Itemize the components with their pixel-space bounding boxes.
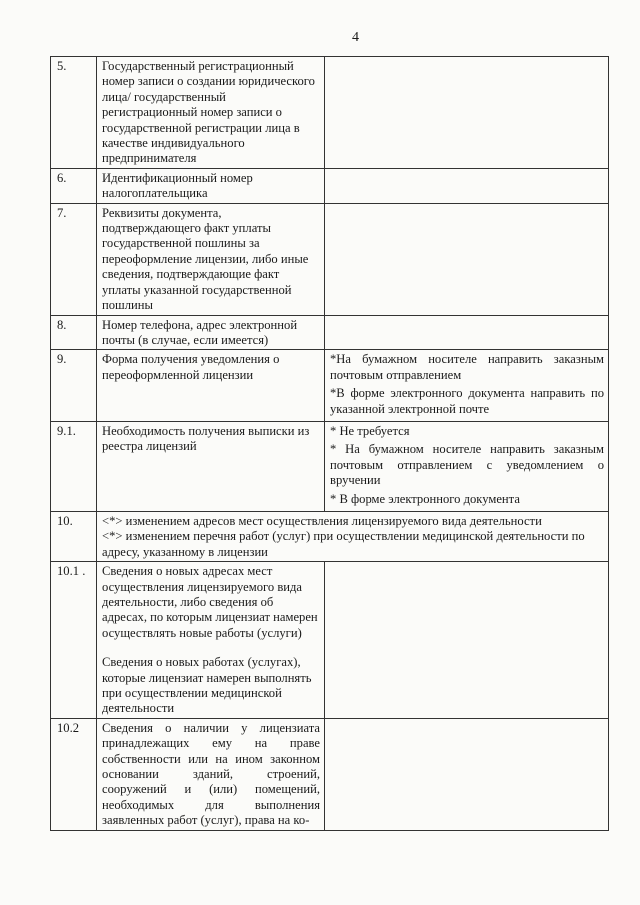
field-value[interactable] — [325, 57, 609, 169]
field-label-addresses: Сведения о новых адресах мест осуществления лицензируемого вида деятельности, либо сведения об адресах, по которым лицензиат намерен осуществлять новые работы (услуги) — [102, 564, 318, 640]
table-row — [51, 315, 609, 350]
page-number: 4 — [352, 30, 359, 45]
table-row — [51, 421, 609, 511]
table-row — [51, 203, 609, 315]
field-value[interactable] — [325, 562, 609, 719]
field-value[interactable] — [325, 718, 609, 830]
table-row — [51, 57, 609, 169]
option-not-required[interactable]: * Не требуется — [330, 423, 410, 438]
field-label: Необходимость получения выписки из реестра лицензий — [97, 421, 325, 511]
table-row — [51, 168, 609, 203]
row-number: 7. — [51, 203, 97, 315]
field-label: Государственный регистрационный номер записи о создании юридического лица/ государственный регистрационный номер записи о государственной регистрации лица в качестве индивидуального предпринимателя — [97, 57, 325, 169]
option-paper-mail[interactable]: *На бумажном носителе направить заказным почтовым отправлением — [330, 352, 604, 382]
field-value[interactable] — [325, 315, 609, 350]
row-number: 9.1. — [51, 421, 97, 511]
row-number: 9. — [51, 350, 97, 422]
table-row — [51, 718, 609, 830]
field-label: Идентификационный номер налогоплательщика — [97, 168, 325, 203]
row-number: 10. — [51, 511, 97, 561]
row-number: 8. — [51, 315, 97, 350]
option-cell — [325, 421, 609, 511]
change-options — [97, 511, 609, 561]
option-services-change[interactable]: <*> изменением перечня работ (услуг) при осуществлении медицинской деятельности по адресу, указанному в лицензии — [102, 529, 585, 559]
option-cell — [325, 350, 609, 422]
row-number: 10.2 — [51, 718, 97, 830]
table-row — [51, 350, 609, 422]
table-row — [51, 562, 609, 719]
field-value[interactable] — [325, 203, 609, 315]
option-electronic[interactable]: *В форме электронного документа направить по указанной электронной почте — [330, 386, 604, 416]
field-label: Сведения о наличии у лицензиата принадлежащих ему на праве собственности или на ином законном основании зданий, строений, сооружений и (или) помещений, необходимых для выполнения заявленных работ (услуг), права на ко- — [97, 718, 325, 830]
option-address-change[interactable]: <*> изменением адресов мест осуществления лицензируемого вида деятельности — [102, 513, 542, 528]
field-label: Номер телефона, адрес электронной почты (в случае, если имеется) — [97, 315, 325, 350]
field-value[interactable] — [325, 168, 609, 203]
field-label: Реквизиты документа, подтверждающего факт уплаты государственной пошлины за переоформление лицензии, либо иные сведения, подтверждающие факт уплаты указанной государственной пошлины — [97, 203, 325, 315]
option-paper-mail[interactable]: * На бумажном носителе направить заказным почтовым отправлением с уведомлением о вручении — [330, 442, 604, 488]
field-label-services: Сведения о новых работах (услугах), которые лицензиат намерен выполнять при осуществлении медицинской деятельности — [102, 655, 312, 716]
option-electronic[interactable]: * В форме электронного документа — [330, 491, 520, 506]
field-label: Форма получения уведомления о переоформленной лицензии — [97, 350, 325, 422]
row-number: 10.1 . — [51, 562, 97, 719]
table-row — [51, 511, 609, 561]
application-form-table — [50, 56, 609, 831]
row-number: 5. — [51, 57, 97, 169]
row-number: 6. — [51, 168, 97, 203]
field-label — [97, 562, 325, 719]
